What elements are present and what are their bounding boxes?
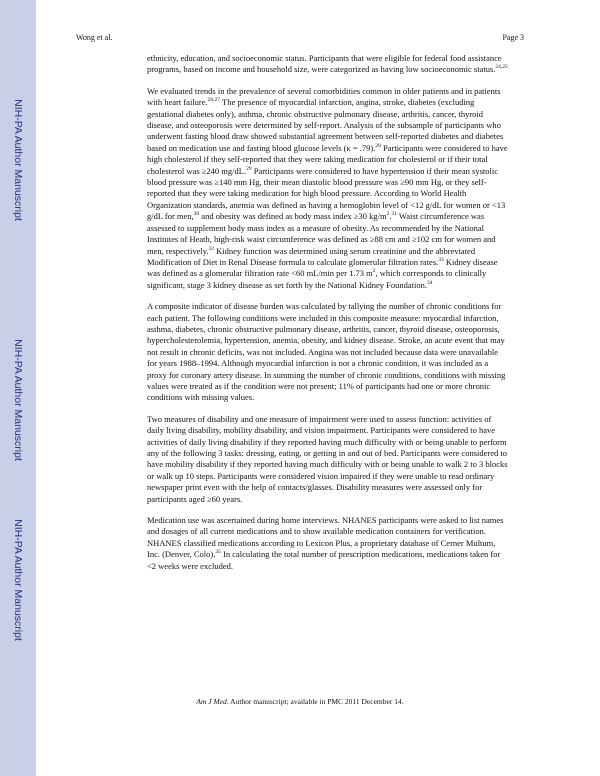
- page-footer: [0, 697, 600, 706]
- sidebar-label-3: NIH-PA Author Manuscript: [12, 519, 24, 641]
- citation-superscript: 26,27: [207, 97, 221, 104]
- running-author: Wong et al.: [76, 33, 113, 42]
- text-segment: In calculating the total number of prescription medications, medications taken for <2 weeks were excluded.: [147, 549, 501, 571]
- sidebar-label-2: NIH-PA Author Manuscript: [12, 339, 24, 461]
- text-segment: ethnicity, education, and socioeconomic status. Participants that were eligible for federal food assistance programs, based on income and household size, were categorized as having low socioeconomic status.: [147, 53, 502, 75]
- paragraph: [147, 301, 510, 404]
- text-segment: The presence of myocardial infarction, angina, stroke, diabetes (excluding gestational diabetes only), asthma, chronic obstructive pulmonary disease, arthritis, cancer, thyroid disease, and osteoporosis were determined by self-report. Analysis of the subsample of participants who underwent fasting blood draw showed substantial agreement between self-reported diabetes and diabetes based on medication use and fasting blood glucose levels (κ = .79).: [147, 97, 504, 153]
- citation-superscript: 33: [438, 257, 444, 264]
- text-segment: Participants were considered to have hypertension if their mean systolic blood pressure was ≥140 mm Hg, their mean diastolic blood pressure was ≥90 mm Hg, or they self-reported that they were taking medication for high blood pressure. According to World Health Organization standards, anemia was defined as having a hemoglobin level of <12 g/dL for women or <13 g/dL for men,: [147, 165, 506, 222]
- nih-sidebar: [0, 0, 36, 776]
- citation-superscript: 30: [193, 211, 200, 218]
- citation-superscript: 32: [208, 245, 215, 252]
- text-segment: A composite indicator of disease burden was calculated by tallying the number of chronic conditions for each patient. The following conditions were included in this composite measure: myocardial infarction, asthma, diabetes, chronic obstructive pulmonary disease, arthritis, cancer, thyroid disease, osteoporosis, hypercholesterolemia, hypertension, anemia, obesity, and kidney disease. Stroke, an acute event that may not result in chronic deficits, was not included. Angina was not included because data were unavailable for years 1988–1994. Although myocardial infarction is not a chronic condition, it was included as a proxy for coronary artery disease. In summing the number of chronic conditions, conditions with missing values were treated as if the condition were not present; 11% of participants had one or more chronic conditions with missing values.: [147, 301, 506, 403]
- paragraph: [147, 414, 510, 505]
- footer-note: . Author manuscript; available in PMC 2011 December 14.: [226, 697, 404, 706]
- text-segment: Kidney disease was defined as a glomerular filtration rate <60 mL/min per 1.73 m: [147, 256, 498, 279]
- paragraph: [147, 86, 510, 291]
- sidebar-label-1: NIH-PA Author Manuscript: [12, 99, 24, 221]
- text-segment: Medication use was ascertained during home interviews. NHANES participants were asked to list names and dosages of all current medications and to show available medication containers for verification. NHANES classified medications according to Lexicon Plus, a proprietary database of Cerner Multum, Inc. (Denver, Colo).: [147, 515, 504, 560]
- citation-superscript: 29: [246, 165, 252, 172]
- text-segment: .: [389, 211, 392, 222]
- paragraph: [147, 515, 510, 572]
- text-segment: Two measures of disability and one measure of impairment were used to assess function: activities of daily living disability, mobility disability, and vision impairment. Participants were considered to have activities of daily living disability if they reported having much difficulty with or being unable to perform any of the following 3 tasks: dressing, eating, or getting in and out of bed. Participants were considered to have mobility disability if they reported having much difficulty with or being unable to walk 2 to 3 blocks or walk up 10 steps. Participants were considered vision impaired if they were unable to read ordinary newspaper print even with the help of contacts/glasses. Disability measures were assessed only for participants aged ≥60 years.: [147, 413, 508, 504]
- text-segment: , which corresponds to clinically significant, stage 3 kidney disease as set forth by the National Kidney Foundation.: [147, 268, 487, 290]
- page-number: Page 3: [502, 33, 524, 42]
- citation-superscript: 2: [372, 268, 376, 275]
- text-segment: Waist circumference was assessed to supplement body mass index as a measure of obesity. As recommended by the National Institutes of Heath, high-risk waist circumference was defined as ≥88 cm and ≥102 cm for women and men, respectively.: [147, 211, 496, 256]
- citation-superscript: 28: [375, 143, 381, 150]
- text-segment: We evaluated trends in the prevalence of several comorbidities common in older patients and in patients with heart failure.: [147, 85, 501, 108]
- journal-name: Am J Med: [196, 697, 227, 706]
- paragraph: [147, 53, 510, 76]
- text-segment: and obesity was defined as body mass index ≥30 kg/m: [199, 211, 387, 222]
- text-segment: Participants were considered to have high cholesterol if they self-reported that they were taking medication for cholesterol or if their total cholesterol was ≥240 mg/dL.: [147, 142, 508, 176]
- citation-superscript: 35: [215, 549, 221, 556]
- citation-superscript: 31: [391, 211, 397, 218]
- text-segment: Kidney function was determined using serum creatinine and the abbreviated Modification of Diet in Renal Disease formula to calculate glomerular filtration rates.: [147, 245, 476, 267]
- article-body: [147, 53, 510, 582]
- citation-superscript: 34: [426, 279, 433, 286]
- citation-superscript: 2: [386, 211, 390, 218]
- citation-superscript: 24,25: [495, 64, 508, 71]
